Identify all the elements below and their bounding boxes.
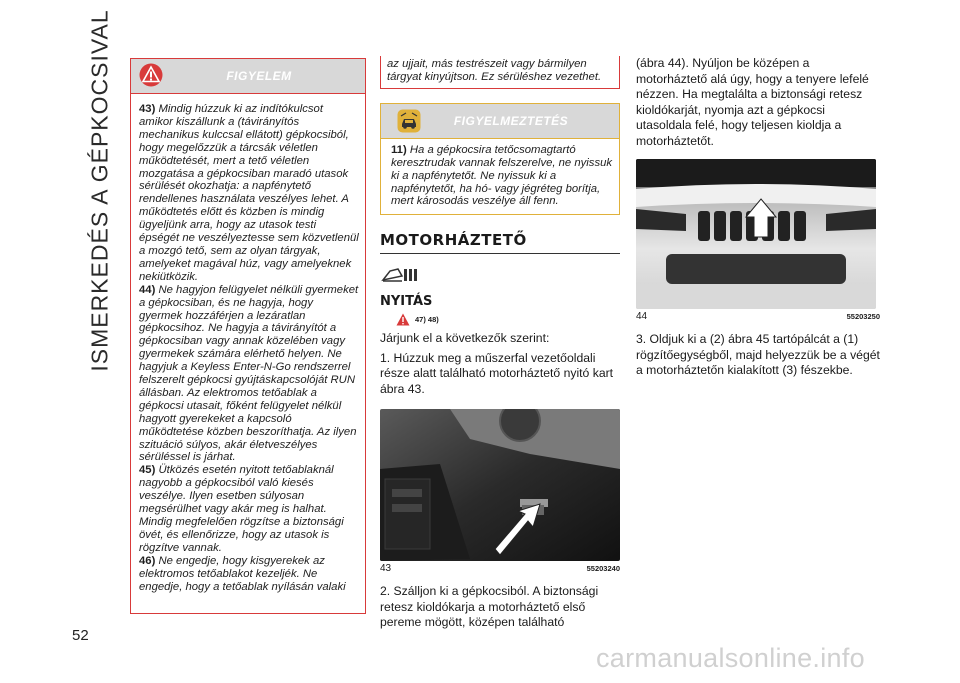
warning-note-43: 43) Mindig húzzuk ki az indítókulcsot amikor kiszállunk a (távirányítós mechanikus kulccsal ellátott) gépkocsiból, hogy megelőzzük a tárcsák véletlen működtetését, mert a tető véletlen mozgatása a gépkocsiban maradó utasok sérülését okozhatja: a napfénytető rendellenes használata veszélyes lehet. A működtetés előtt és közben is mindig ügyeljünk arra, hogy az utasok testi épségét ne veszélyeztesse sem közvetlenül a mozgó tető, sem az olyan tárgyak, amelyeket magával húz, vagy amelyeknek nekiütközik. <box>139 103 359 283</box>
figure-44-number: 44 <box>636 311 648 322</box>
dashboard-lever-illustration <box>380 409 620 561</box>
side-chapter-title <box>78 8 122 372</box>
caution-box <box>380 103 620 216</box>
figure-43-number: 43 <box>380 563 392 575</box>
intro-text: Járjunk el a következők szerint: <box>380 331 550 346</box>
watermark: carmanualsonline.info <box>596 643 865 673</box>
column-warning <box>130 58 366 614</box>
figure-44-photo <box>636 159 876 309</box>
step-2-text: 2. Szálljon ki a gépkocsiból. A biztonsági retesz kioldókarja a motorháztető első pereme mögött, középen található <box>380 584 599 630</box>
caution-note-11: 11) Ha a gépkocsira tetőcsomagtartó keresztrudak vannak felszerelve, ne nyissuk ki a napfénytetőt. Ne nyissuk ki a napfénytetőt, ha hó- vagy jégréteg borítja, mert károsodás veszélye áll fenn. <box>391 143 613 208</box>
warning-note-44: 44) Ne hagyjon felügyelet nélküli gyermeket a gépkocsiban, és ne hagyja, hogy gyermek hozzáférjen a lezáratlan gépkocsihoz. Ne hagyja a távirányítót a gépkocsiban vagy annak közelében vagy gyermekek számára elérhető helyen. Ne hagyjuk a Keyless Enter-N-Go rendszerrel felszerelt gépkocsi gyújtáskapcsolóját RUN állásban. Az elektromos tetőablak a gépkocsi utasait, főként felügyelet nélkül hagyott gyerekeket a kapcsoló működtetése közben beszoríthatja. Az ilyen szituáció súlyos, akár életveszélyes sérüléssel is járhat. <box>139 283 359 464</box>
step-2-continued-text: (ábra 44). Nyúljon be középen a motorháztető alá úgy, hogy a tenyere lefelé nézzen. Ha megtalálta a biztonsági retesz kioldókarját, nyomja azt a gépkocsi utasoldala felé, hogy teljesen kioldja a motorháztetőt. <box>636 56 869 148</box>
warning-heading: FIGYELEM <box>226 69 292 83</box>
warning-continuation: az ujjait, más testrészeit vagy bármilyen tárgyat kinyújtson. Ez sérüléshez vezethet. <box>380 56 620 89</box>
step-1-text: 1. Húzzuk meg a műszerfal vezetőoldali része alatt található motorháztető nyitó kart ábra 43. <box>380 350 614 396</box>
column-middle <box>380 56 620 631</box>
warning-triangle-icon <box>139 63 163 87</box>
warning-small-icon <box>396 313 410 326</box>
header-divider <box>131 93 365 101</box>
figure-43-code: 55203240 <box>586 564 620 574</box>
figure-44-code: 55203250 <box>846 312 880 321</box>
refs-row <box>396 313 620 326</box>
column-right <box>636 56 880 379</box>
caution-box-header <box>381 104 619 138</box>
warning-note-45: 45) Ütközés esetén nyitott tetőablaknál nagyobb a gépkocsiból való kiesés veszélye. Ilyen esetben súlyosan megsérülhet vagy akár meg is halhat. Mindig megfelelően rögzítse a biztonsági övét, és ellenőrizze, hogy az utasok is rögzítve vannak. <box>139 464 344 554</box>
figure-43-photo <box>380 409 620 561</box>
caution-heading: FIGYELMEZTETÉS <box>453 113 569 128</box>
section-title: MOTORHÁZTETŐ <box>380 231 620 254</box>
page-number: 52 <box>72 627 89 644</box>
figure-44-caption <box>636 311 880 322</box>
warning-box <box>130 58 366 614</box>
warning-refs: 47) 48) <box>415 315 439 325</box>
chapter-title-text: ISMERKEDÉS A GÉPKOCSIVAL <box>86 8 113 372</box>
caution-box-body <box>381 144 619 215</box>
figure-43-caption <box>380 563 620 574</box>
car-front-grille-illustration <box>636 159 876 309</box>
subsection-title: NYITÁS <box>380 294 433 310</box>
engine-hood-icon <box>380 262 420 286</box>
warning-note-46: 46) Ne engedje, hogy kisgyerekek az elektromos tetőablakot kezeljék. Ne engedje, hogy a tetőablak nyílásán valaki <box>139 554 346 593</box>
warning-box-body <box>131 101 365 613</box>
warning-box-header <box>131 59 365 93</box>
car-caution-icon <box>397 109 421 133</box>
step-3-text: 3. Oldjuk ki a (2) ábra 45 tartópálcát a (1) rögzítőegységből, majd helyezzük be a végét a motorháztetőn kialakított (3) fészekbe. <box>636 332 880 377</box>
